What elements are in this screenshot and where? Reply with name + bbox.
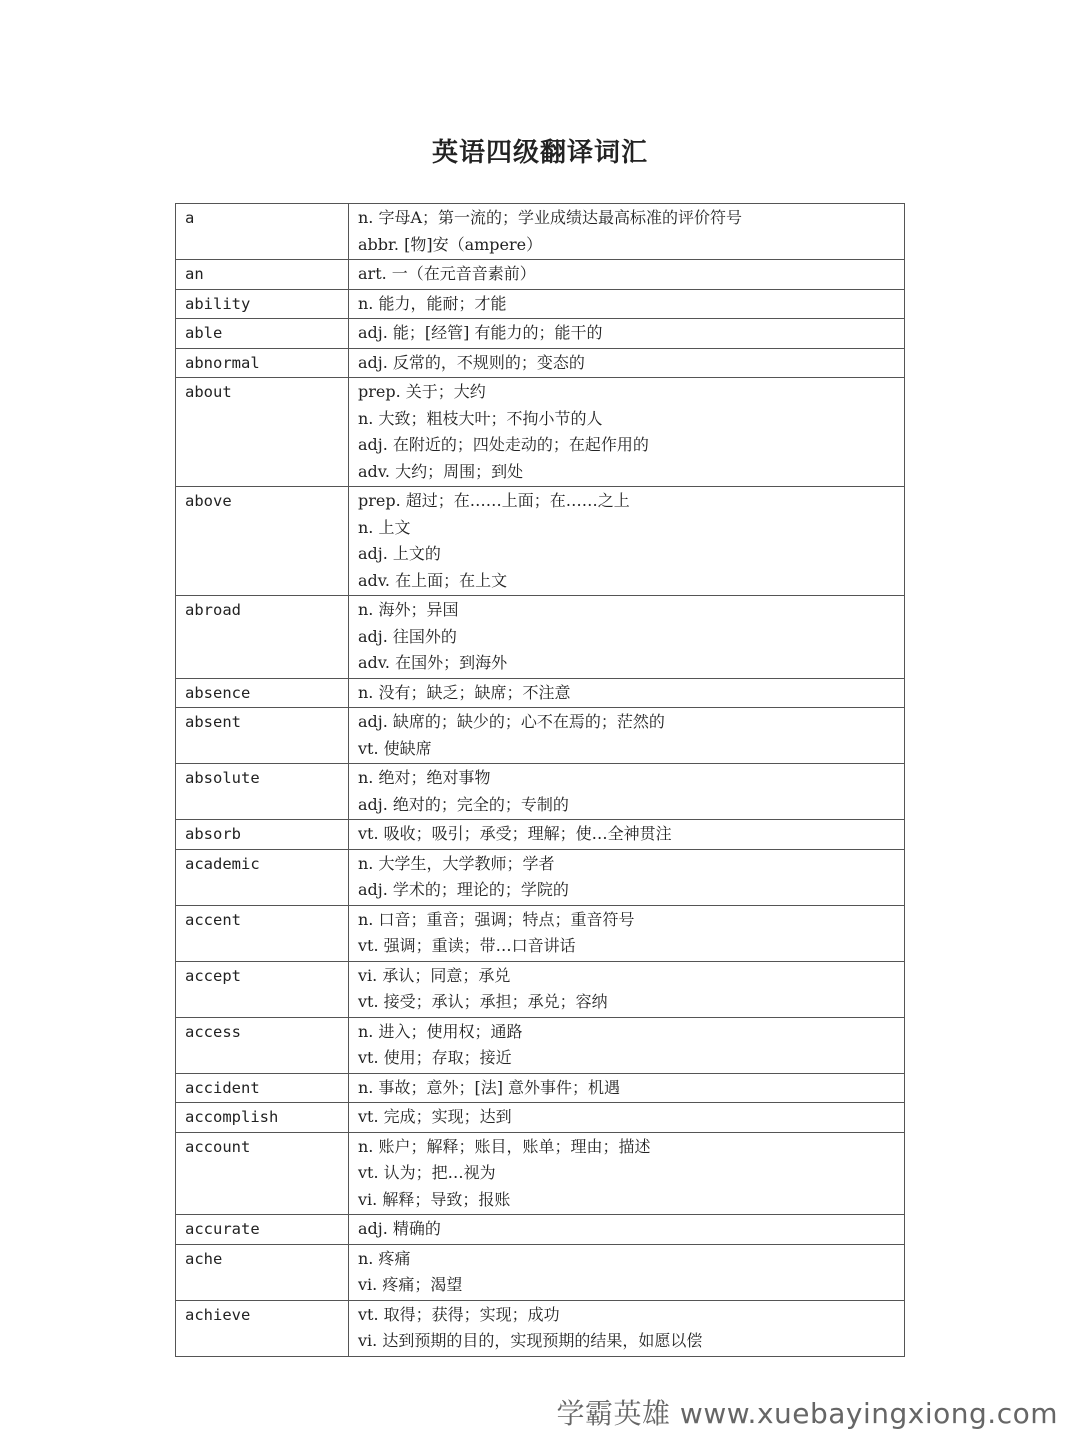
definition-line: n. 进入；使用权；通路 bbox=[358, 1021, 523, 1041]
definition-line: adv. 在上面；在上文 bbox=[358, 570, 508, 590]
definition-line: adv. 在国外；到海外 bbox=[358, 653, 508, 672]
vocab-word: absent bbox=[176, 708, 349, 764]
vocab-word: absolute bbox=[176, 764, 349, 820]
table-row bbox=[176, 348, 905, 378]
definition-line: adj. 上文的 bbox=[358, 544, 441, 563]
vocab-definitions bbox=[349, 487, 905, 596]
vocab-definitions bbox=[349, 1244, 905, 1300]
definition-line: n. 绝对；绝对事物 bbox=[358, 768, 491, 787]
vocab-word: able bbox=[176, 319, 349, 349]
table-row bbox=[176, 204, 905, 260]
vocab-word: accident bbox=[176, 1073, 349, 1103]
definition-line: adv. 大约；周围；到处 bbox=[358, 461, 524, 481]
vocab-word: abnormal bbox=[176, 348, 349, 378]
vocab-word: ability bbox=[176, 289, 349, 319]
vocabulary-table-body bbox=[176, 204, 905, 1357]
definition-line: vt. 认为；把…视为 bbox=[358, 1163, 496, 1182]
table-row bbox=[176, 708, 905, 764]
table-row bbox=[176, 764, 905, 820]
definition-line: vi. 承认；同意；承兑 bbox=[358, 965, 511, 985]
vocab-word: account bbox=[176, 1132, 349, 1215]
table-row bbox=[176, 596, 905, 679]
definition-line: n. 口音；重音；强调；特点；重音符号 bbox=[358, 909, 635, 929]
vocab-definitions bbox=[349, 708, 905, 764]
table-row bbox=[176, 678, 905, 708]
vocab-definitions bbox=[349, 1132, 905, 1215]
definition-line: n. 大学生，大学教师；学者 bbox=[358, 853, 555, 873]
site-watermark: 学霸英雄 www.xuebayingxiong.com bbox=[556, 1397, 1058, 1430]
vocab-word: ache bbox=[176, 1244, 349, 1300]
definition-line: art. 一（在元音音素前） bbox=[358, 264, 536, 283]
vocab-word: above bbox=[176, 487, 349, 596]
vocab-definitions bbox=[349, 1017, 905, 1073]
definition-line: n. 没有；缺乏；缺席；不注意 bbox=[358, 682, 571, 702]
vocab-definitions bbox=[349, 260, 905, 290]
definition-line: n. 疼痛 bbox=[358, 1248, 411, 1268]
vocab-word: accept bbox=[176, 961, 349, 1017]
vocab-definitions bbox=[349, 1215, 905, 1245]
table-row bbox=[176, 1300, 905, 1356]
definition-line: prep. 超过；在……上面；在……之上 bbox=[358, 491, 630, 510]
vocab-word: accent bbox=[176, 905, 349, 961]
vocab-definitions bbox=[349, 849, 905, 905]
table-row bbox=[176, 1103, 905, 1133]
definition-line: vt. 使缺席 bbox=[358, 738, 432, 758]
vocab-definitions bbox=[349, 764, 905, 820]
definition-line: vt. 吸收；吸引；承受；理解；使…全神贯注 bbox=[358, 824, 672, 843]
vocab-definitions bbox=[349, 204, 905, 260]
vocab-definitions bbox=[349, 596, 905, 679]
definition-line: adj. 缺席的；缺少的；心不在焉的；茫然的 bbox=[358, 712, 665, 731]
vocab-definitions bbox=[349, 378, 905, 487]
table-row bbox=[176, 289, 905, 319]
vocab-definitions bbox=[349, 961, 905, 1017]
table-row bbox=[176, 1132, 905, 1215]
vocab-definitions bbox=[349, 905, 905, 961]
definition-line: vi. 达到预期的目的，实现预期的结果，如愿以偿 bbox=[358, 1331, 703, 1350]
vocab-word: absence bbox=[176, 678, 349, 708]
vocab-definitions bbox=[349, 1300, 905, 1356]
table-row bbox=[176, 1244, 905, 1300]
definition-line: n. 账户；解释；账目，账单；理由；描述 bbox=[358, 1136, 651, 1156]
definition-line: n. 字母A；第一流的；学业成绩达最高标准的评价符号 bbox=[358, 208, 743, 227]
definition-line: vt. 接受；承认；承担；承兑；容纳 bbox=[358, 992, 608, 1011]
page-title: 英语四级翻译词汇 bbox=[431, 138, 648, 168]
table-row bbox=[176, 1073, 905, 1103]
definition-line: vt. 强调；重读；带…口音讲话 bbox=[358, 936, 576, 955]
vocab-word: an bbox=[176, 260, 349, 290]
definition-line: vt. 完成；实现；达到 bbox=[358, 1107, 512, 1126]
definition-line: adj. 往国外的 bbox=[358, 626, 457, 646]
definition-line: vt. 取得；获得；实现；成功 bbox=[358, 1304, 560, 1324]
definition-line: abbr. [物]安（ampere） bbox=[358, 234, 543, 254]
vocab-word: access bbox=[176, 1017, 349, 1073]
vocab-word: accomplish bbox=[176, 1103, 349, 1133]
vocab-definitions bbox=[349, 1073, 905, 1103]
definition-line: adj. 在附近的；四处走动的；在起作用的 bbox=[358, 435, 649, 454]
vocabulary-table bbox=[175, 203, 905, 1357]
table-row bbox=[176, 487, 905, 596]
definition-line: vi. 疼痛；渴望 bbox=[358, 1275, 463, 1294]
definition-line: n. 事故；意外；[法] 意外事件；机遇 bbox=[358, 1077, 621, 1097]
vocab-word: about bbox=[176, 378, 349, 487]
table-row bbox=[176, 849, 905, 905]
definition-line: adj. 绝对的；完全的；专制的 bbox=[358, 794, 569, 814]
definition-line: adj. 能；[经管] 有能力的；能干的 bbox=[358, 323, 603, 342]
vocab-definitions bbox=[349, 319, 905, 349]
vocab-word: abroad bbox=[176, 596, 349, 679]
table-row bbox=[176, 1215, 905, 1245]
vocab-word: a bbox=[176, 204, 349, 260]
vocab-definitions bbox=[349, 678, 905, 708]
definition-line: adj. 反常的，不规则的；变态的 bbox=[358, 352, 585, 372]
definition-line: n. 大致；粗枝大叶；不拘小节的人 bbox=[358, 408, 603, 428]
table-row bbox=[176, 319, 905, 349]
vocab-word: achieve bbox=[176, 1300, 349, 1356]
definition-line: adj. 学术的；理论的；学院的 bbox=[358, 880, 569, 899]
vocab-definitions bbox=[349, 1103, 905, 1133]
table-row bbox=[176, 905, 905, 961]
definition-line: prep. 关于；大约 bbox=[358, 382, 486, 401]
vocab-definitions bbox=[349, 820, 905, 850]
definition-line: n. 上文 bbox=[358, 517, 411, 537]
vocab-word: academic bbox=[176, 849, 349, 905]
table-row bbox=[176, 961, 905, 1017]
definition-line: vi. 解释；导致；报账 bbox=[358, 1189, 511, 1209]
vocab-word: absorb bbox=[176, 820, 349, 850]
definition-line: vt. 使用；存取；接近 bbox=[358, 1048, 512, 1067]
vocab-definitions bbox=[349, 348, 905, 378]
table-row bbox=[176, 378, 905, 487]
definition-line: n. 能力，能耐；才能 bbox=[358, 293, 507, 313]
definition-line: adj. 精确的 bbox=[358, 1219, 441, 1238]
table-row bbox=[176, 260, 905, 290]
vocab-definitions bbox=[349, 289, 905, 319]
vocab-word: accurate bbox=[176, 1215, 349, 1245]
table-row bbox=[176, 1017, 905, 1073]
definition-line: n. 海外；异国 bbox=[358, 600, 459, 619]
table-row bbox=[176, 820, 905, 850]
